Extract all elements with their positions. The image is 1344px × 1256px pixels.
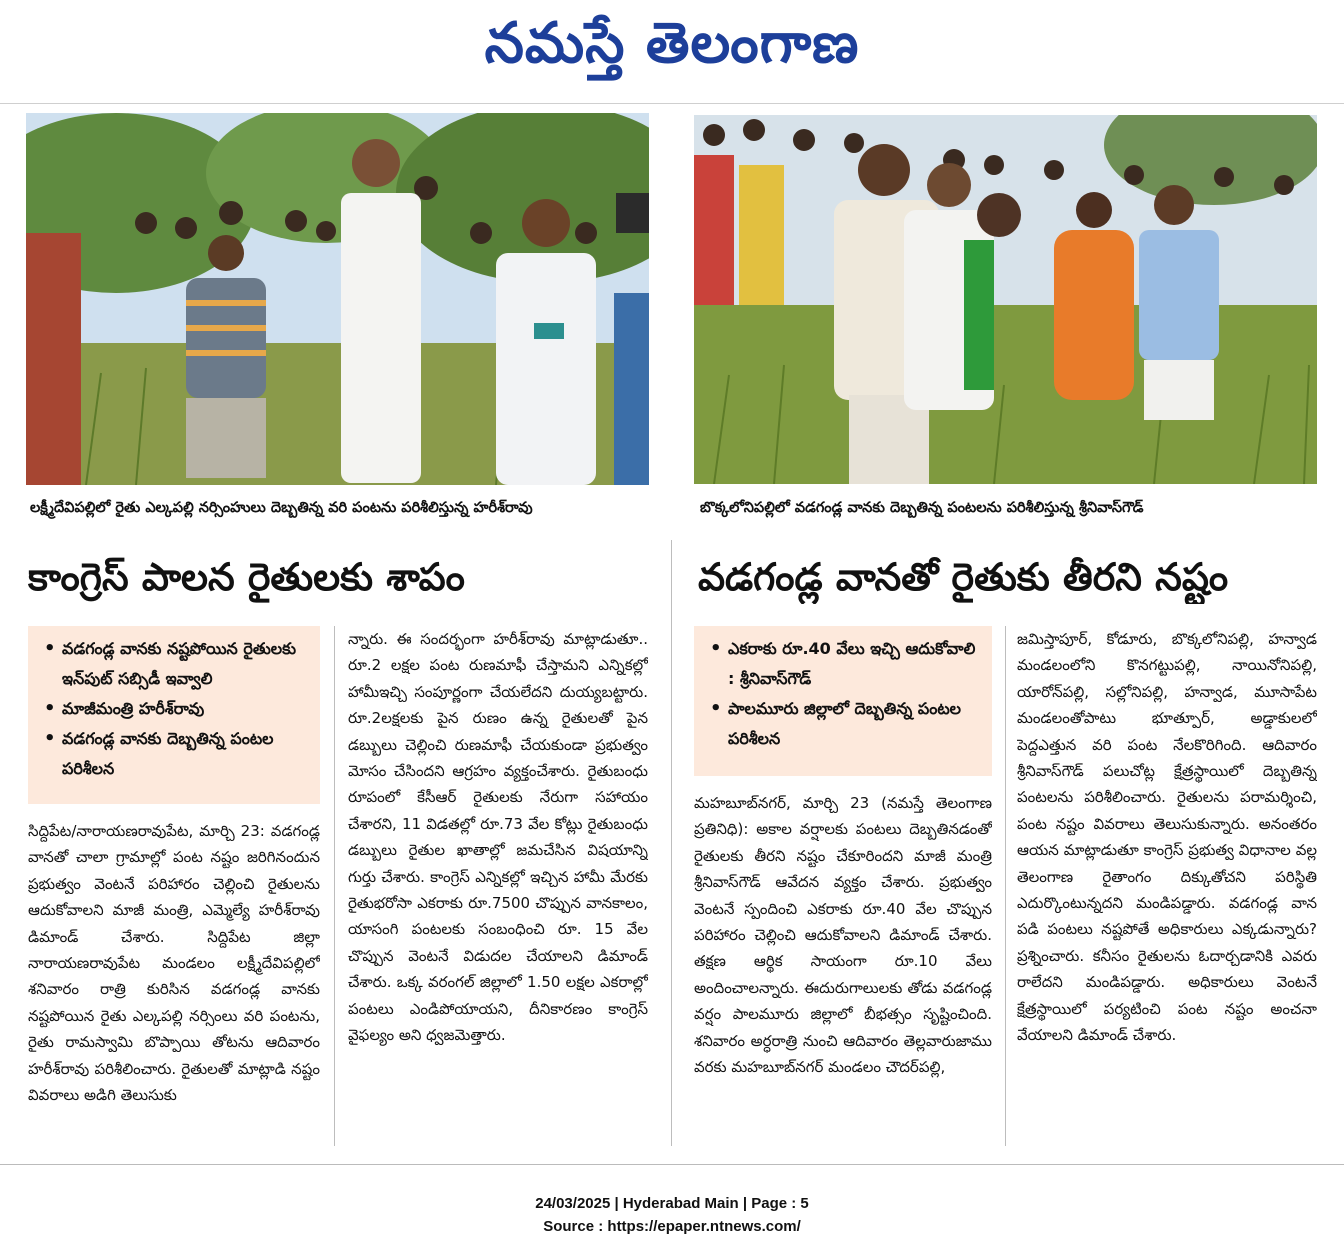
story-divider [671,540,672,1146]
column-rule [1005,626,1006,1146]
right-story-photo [694,115,1317,484]
masthead-divider [0,103,1344,104]
highlight-item: • పాలమూరు జిల్లాలో దెబ్బతిన్న పంటల పరిశీలన [706,694,982,754]
edition-info: 24/03/2025 | Hyderabad Main | Page : 5 [535,1195,809,1212]
highlight-item: • మాజీమంత్రి హరీశ్‌రావు [40,694,310,724]
body-text: జమిస్తాపూర్‌, కోడూరు, బొక్కలోనిపల్లి, హన్వాడ మండలంలోని కొనగట్టుపల్లి, నాయినోనిపల్లి, యారోన్‌పల్లి, సల్లోనిపల్లి, హన్వాడ, మూసాపేట మండలంతోపాటు భూత్పూర్‌, అడ్డాకులలో పెద్దఎత్తున వరి పంట నేలకొరిగింది. ఆదివారం శ్రీనివాస్‌గౌడ్‌ పలుచోట్ల క్షేత్రస్థాయిలో దెబ్బతిన్న పంటలను పరిశీలించారు. రైతులను పరామర్శించి, పంట నష్టం వివరాలు తెలుసుకున్నారు. అనంతరం ఆయన మాట్లాడుతూ కాంగ్రెస్‌ ప్రభుత్వ విధానాల వల్ల తెలంగాణ రైతాంగం దిక్కుతోచని పరిస్థితి ఎదుర్కొంటున్నదని మండిపడ్డారు. వడగండ్ల వాన పడి పంటలు నష్టపోతే అధికారులు ఎక్కడున్నారు? ప్రశ్నించారు. కనీసం రైతులను ఓదార్చడానికి ఎవరు రాలేదని మండిపడ్డారు. అధికారులు వెంటనే క్షేత్రస్థాయిలో పర్యటించి పంట నష్టం అంచనా వేయాలని డిమాండ్‌ చేశారు. [1017,630,1317,1045]
left-headline: కాంగ్రెస్‌ పాలన రైతులకు శాపం [28,555,465,599]
footer-divider [0,1164,1344,1165]
column-rule [334,626,335,1146]
right-story-column-1 [694,790,992,1146]
source-link[interactable]: Source : https://epaper.ntnews.com/ [543,1218,801,1235]
left-highlights-box [28,626,320,804]
right-photo-caption [700,497,1312,519]
right-highlights-box [694,626,992,776]
highlight-item: • వడగండ్ల వానకు దెబ్బతిన్న పంటల పరిశీలన [40,724,310,784]
highlight-item: • వడగండ్ల వానకు నష్టపోయిన రైతులకు ఇన్‌పుట్‌ సబ్సిడీ ఇవ్వాలి [40,634,310,694]
body-text: న్నారు. ఈ సందర్భంగా హరీశ్‌రావు మాట్లాడుతూ.. రూ.2 లక్షల పంట రుణమాఫీ చేస్తామని ఎన్నికల్లో హామీఇచ్చి సంపూర్ణంగా చేయలేదని దుయ్యబట్టారు. రూ.2లక్షలకు పైన రుణం ఉన్న రైతులతో పైన డబ్బులు చెల్లించి రుణమాఫీ చేయకుండా ప్రభుత్వం మోసం చేసిందని ఆగ్రహం వ్యక్తంచేశారు. రైతుబంధు రూపంలో కేసీఆర్‌ రైతులకు నేరుగా సహాయం చేశారని, 11 విడతల్లో రూ.73 వేల కోట్లు రైతుబంధు డబ్బులు రైతుల ఖాతాల్లో జమచేసిన విషయాన్ని గుర్తు చేశారు. కాంగ్రెస్‌ ఎన్నికల్లో ఇచ్చిన హామీ మేరకు రైతుభరోసా ఎకరాకు రూ.7500 చొప్పున వానకాలం, యాసంగి పంటలకు సంబంధించి రూ. 15 వేల చొప్పున వెంటనే విడుదల చేయాలని డిమాండ్‌ చేశారు. ఒక్క వరంగల్‌ జిల్లాలో 1.50 లక్షల ఎకరాల్లో పంటలు ఎండిపోయాయని, దీనికారణం కాంగ్రెస్‌ వైఫల్యం అని ధ్వజమెత్తారు. [348,630,648,1045]
left-highlights-list [40,634,310,784]
left-photo-caption-text: లక్ష్మీదేవిపల్లిలో రైతు ఎల్కపల్లి నర్సింహులు దెబ్బతిన్న వరి పంటను పరిశీలిస్తున్న హరీశ్‌రావు [30,500,533,516]
right-story-column-2 [1017,626,1317,1146]
left-story-column-2 [348,626,648,1146]
highlight-item: • ఎకరాకు రూ.40 వేలు ఇచ్చి ఆదుకోవాలి : శ్రీనివాస్‌గౌడ్‌ [706,634,982,694]
body-text: సిద్దిపేట/నారాయణరావుపేట, మార్చి 23: వడగండ్ల వానతో చాలా గ్రామాల్లో పంట నష్టం జరిగినందున ప్రభుత్వం వెంటనే పరిహారం చెల్లించి రైతులను ఆదుకోవాలని మాజీ మంత్రి, ఎమ్మెల్యే హరీశ్‌రావు డిమాండ్‌ చేశారు. సిద్దిపేట జిల్లా నారాయణరావుపేట మండలం లక్ష్మీదేవిపల్లిలో శనివారం రాత్రి కురిసిన వడగండ్ల వానకు నష్టపోయిన రైతు ఎల్కపల్లి నర్సింలు వరి పంటను, రైతు రామస్వామి బొప్పాయి తోటను ఆదివారం హరీశ్‌రావు పరిశీలించారు. రైతులతో మాట్లాడి నష్టం వివరాలు అడిగి తెలుసుకు [28,822,320,1105]
right-highlights-list [706,634,982,754]
left-photo-caption [30,497,650,519]
left-story-photo [26,113,649,485]
right-photo-caption-text: బొక్కలోనిపల్లిలో వడగండ్ల వానకు దెబ్బతిన్న పంటలను పరిశీలిస్తున్న శ్రీనివాస్‌గౌడ్‌ [700,500,1144,516]
body-text: మహబూబ్‌నగర్‌, మార్చి 23 (నమస్తే తెలంగాణ ప్రతినిధి): అకాల వర్షాలకు పంటలు దెబ్బతినడంతో రైతులకు తీరని నష్టం చేకూరిందని మాజీ మంత్రి శ్రీనివాస్‌గౌడ్‌ ఆవేదన వ్యక్తం చేశారు. ప్రభుత్వం వెంటనే స్పందించి ఎకరాకు రూ.40 వేల చొప్పున పరిహారం చెల్లించి ఆదుకోవాలని డిమాండ్‌ చేశారు. తక్షణ ఆర్థిక సాయంగా రూ.10 వేలు అందించాలన్నారు. ఈదురుగాలులకు తోడు వడగండ్ల వర్షం పాలమూరు జిల్లాలో బీభత్సం సృష్టించింది. శనివారం అర్ధరాత్రి నుంచి ఆదివారం తెల్లవారుజాము వరకు మహబూబ్‌నగర్‌ మండలం చౌదర్‌పల్లి, [694,794,992,1077]
newspaper-title: నమస్తే తెలంగాణ [484,11,860,76]
left-story-column-1 [28,818,320,1148]
masthead [0,0,1344,100]
right-headline: వడగండ్ల వానతో రైతుకు తీరని నష్టం [698,555,1229,599]
